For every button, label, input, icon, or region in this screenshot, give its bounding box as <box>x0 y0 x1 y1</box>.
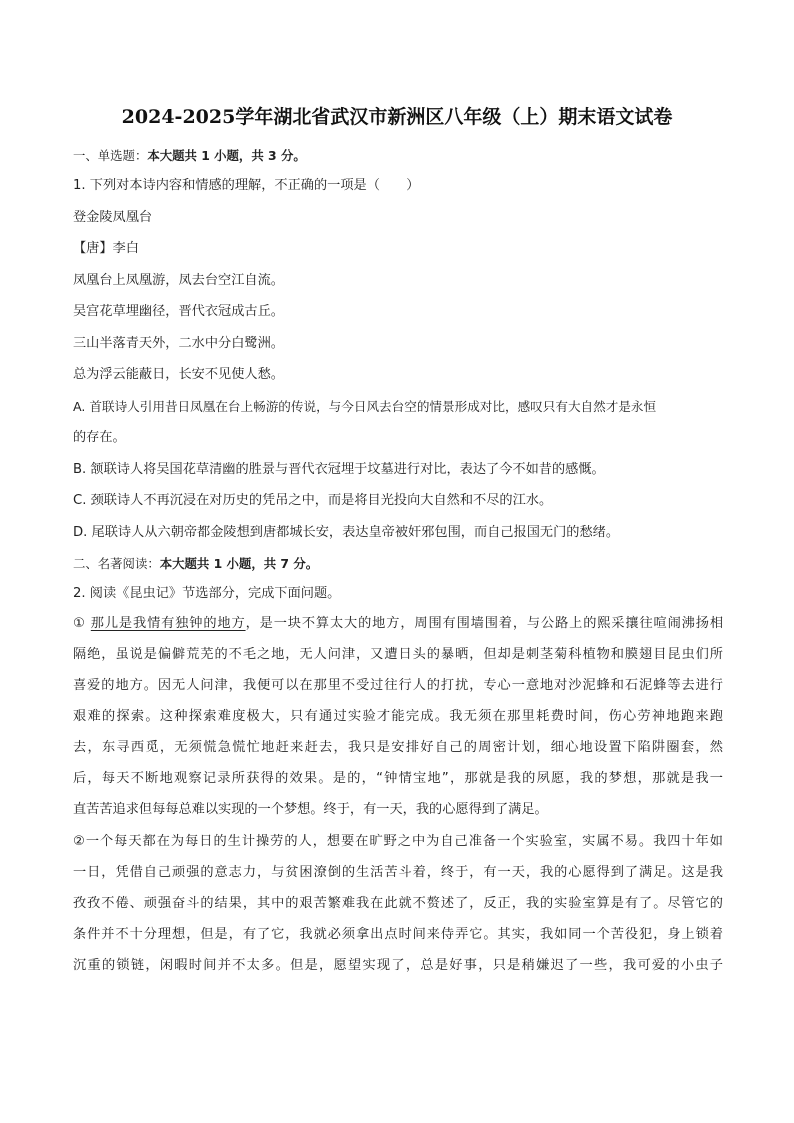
passage-text: ，是一块不算太大的地方，周围有围墙围着，与公路上的熙采攘往喧闹沸扬相 <box>245 616 724 631</box>
passage-line: ②一个每天都在为每日的生计操劳的人，想要在旷野之中为自己准备一个实验室，实属不易。我四十年如 <box>73 834 723 849</box>
section-heading-detail: 本大题共 1 小题，共 3 分。 <box>147 148 306 163</box>
section-heading-classics <box>73 554 723 574</box>
passage-line: 去，东寻西觅，无须慌急慌忙地赶来赶去，我只是安排好自己的周密计划，细心地设置下陷阱圈套，然 <box>73 740 723 755</box>
poem-line: 凤凰台上凤凰游，凤去台空江自流。 <box>73 272 284 288</box>
option-a: A. 首联诗人引用昔日凤凰在台上畅游的传说，与今日风去台空的情景形成对比，感叹只有大自然才是永恒 <box>73 398 657 414</box>
poem-author: 【唐】李白 <box>73 241 139 256</box>
passage-line: 直苦苦追求但每每总难以实现的一个梦想。终于，有一天，我的心愿得到了满足。 <box>73 802 548 817</box>
section-heading-prefix: 二、名著阅读： <box>73 556 160 571</box>
option-a-continued: 的存在。 <box>73 430 126 445</box>
section-heading-detail: 本大题共 1 小题，共 7 分。 <box>159 556 319 571</box>
passage-line: 沉重的锁链，闲暇时间并不太多。但是，愿望实现了，总是好事，只是稍嫌迟了一些，我可爱的小虫子 <box>73 958 723 973</box>
page-title: 2024-2025学年湖北省武汉市新洲区八年级（上）期末语文试卷 <box>121 106 673 128</box>
section-heading-single-choice <box>73 146 723 166</box>
question-2-stem: 2. 阅读《昆虫记》节选部分，完成下面问题。 <box>73 586 341 601</box>
poem-line: 三山半落青天外，二水中分白鹭洲。 <box>73 335 284 351</box>
passage-line: 孜孜不倦、顽强奋斗的结果，其中的艰苦繁难我在此就不赘述了，反正，我的实验室算是有了。尽管它的 <box>73 896 723 911</box>
underlined-phrase: 那儿是我情有独钟的地方 <box>90 616 246 631</box>
poem-line: 总为浮云能蔽日，长安不见使人愁。 <box>73 367 284 382</box>
passage-line: 喜爱的地方。因无人问津，我便可以在那里不受过往行人的打扰，专心一意地对沙泥蜂和石泥蜂等去进行 <box>73 678 723 693</box>
passage-paragraph-1 <box>73 608 723 825</box>
option-d: D. 尾联诗人从六朝帝都金陵想到唐都城长安，表达皇帝被奸邪包围，而自己报国无门的愁绪。 <box>73 524 620 540</box>
passage-paragraph-2 <box>73 826 723 981</box>
exam-content <box>73 140 723 982</box>
passage-line: 艰难的探索。这种探索难度极大，只有通过实验才能完成。我无须在那里耗费时间，伤心劳神地跑来跑 <box>73 709 723 724</box>
passage-line: 条件并不十分理想，但是，有了它，我就必须拿出点时间来侍弄它。其实，我如同一个苦役犯，身上锁着 <box>73 927 723 942</box>
passage-line: 隔绝，虽说是偏僻荒芜的不毛之地，无人问津，又遭日头的暴晒，但却是刺茎菊科植物和膜翅目昆虫们所 <box>73 647 723 662</box>
passage-line <box>73 608 723 639</box>
passage-line: 一日，凭借自己顽强的意志力，与贫困潦倒的生活苦斗着，终于，有一天，我的心愿得到了满足。这是我 <box>73 865 723 880</box>
poem-line: 吴宫花草埋幽径，晋代衣冠成古丘。 <box>73 304 284 319</box>
question-1-stem: 1. 下列对本诗内容和情感的理解，不正确的一项是（ ） <box>73 178 420 193</box>
option-b: B. 颔联诗人将吴国花草清幽的胜景与晋代衣冠埋于坟墓进行对比，表达了今不如昔的感慨。 <box>73 461 605 477</box>
paragraph-marker: ① <box>73 616 86 631</box>
passage-line: 后，每天不断地观察记录所获得的效果。是的，“钟情宝地”，那就是我的夙愿，我的梦想，那就是我一 <box>73 771 723 786</box>
option-c: C. 颈联诗人不再沉浸在对历史的凭吊之中，而是将目光投向大自然和不尽的江水。 <box>73 493 553 508</box>
poem-title: 登金陵凤凰台 <box>73 209 153 225</box>
section-heading-prefix: 一、单选题： <box>73 148 148 163</box>
